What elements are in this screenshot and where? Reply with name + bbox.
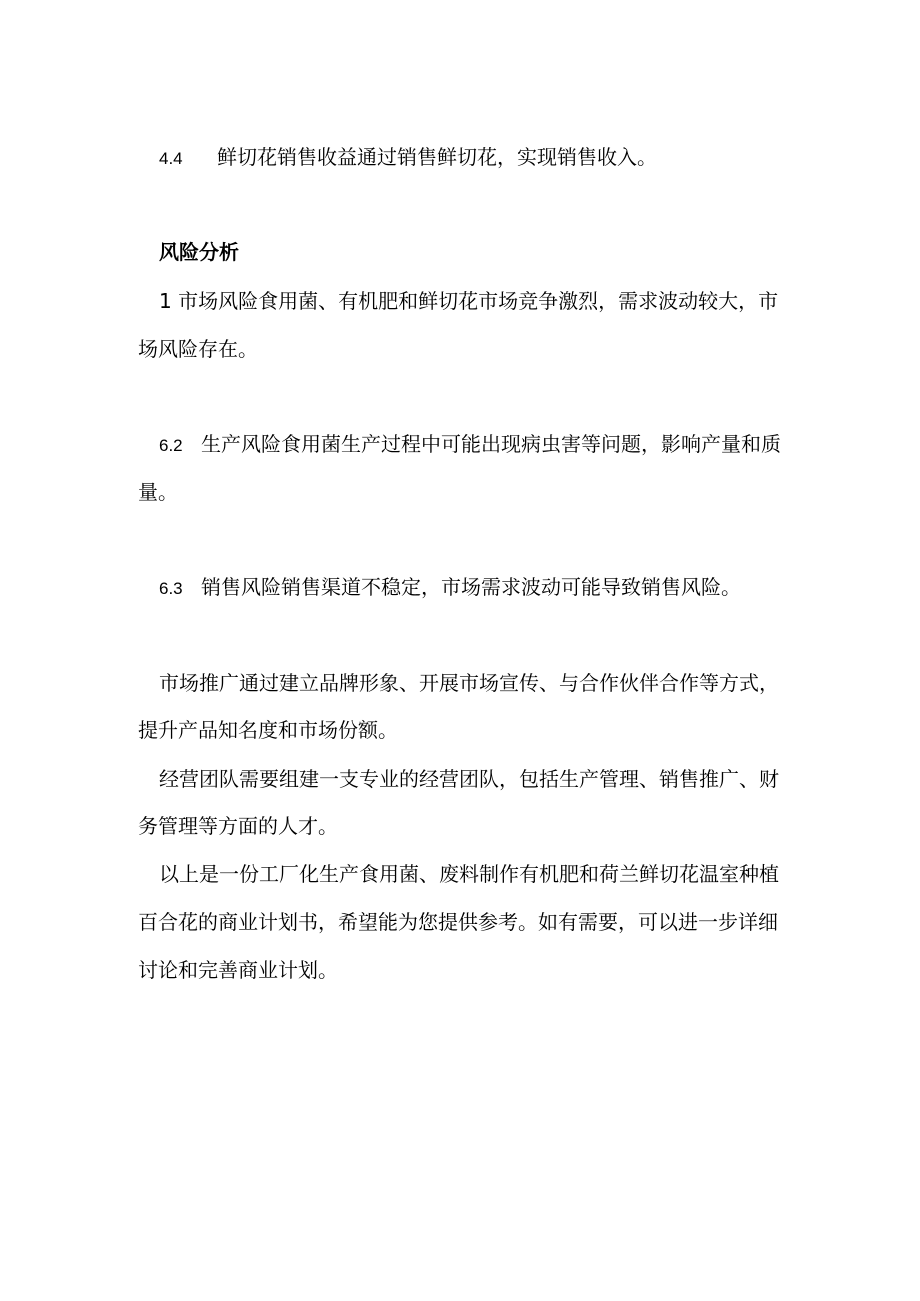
market-risk-line-1: 1 市场风险食用菌、有机肥和鲜切花市场竞争激烈，需求波动较大，市: [159, 289, 779, 313]
conclusion-line-3: 讨论和完善商业计划。: [138, 958, 338, 982]
section-text: 鲜切花销售收益通过销售鲜切花，实现销售收入。: [217, 145, 657, 169]
marketing-line-1: 市场推广通过建立品牌形象、开展市场宣传、与合作伙伴合作等方式，: [159, 671, 779, 695]
conclusion-line-2: 百合花的商业计划书，希望能为您提供参考。如有需要，可以进一步详细: [138, 910, 778, 934]
production-risk-line-1: [159, 430, 819, 460]
section-number: 4.4: [159, 149, 183, 168]
section-number: 6.2: [159, 436, 183, 455]
section-number: 6.3: [159, 579, 183, 598]
market-risk-line-2: 场风险存在。: [138, 337, 258, 361]
section-text: 生产风险食用菌生产过程中可能出现病虫害等问题，影响产量和质: [201, 432, 781, 456]
marketing-line-2: 提升产品知名度和市场份额。: [138, 718, 398, 742]
conclusion-line-1: 以上是一份工厂化生产食用菌、废料制作有机肥和荷兰鲜切花温室种植: [159, 862, 779, 886]
production-risk-line-2: 量。: [138, 480, 178, 504]
section-4-4: [159, 143, 819, 173]
team-line-1: 经营团队需要组建一支专业的经营团队，包括生产管理、销售推广、财: [159, 767, 779, 791]
team-line-2: 务管理等方面的人才。: [138, 814, 338, 838]
sales-risk-line: [159, 573, 819, 603]
section-text: 销售风险销售渠道不稳定，市场需求波动可能导致销售风险。: [201, 575, 741, 599]
risk-analysis-heading: 风险分析: [159, 240, 239, 264]
